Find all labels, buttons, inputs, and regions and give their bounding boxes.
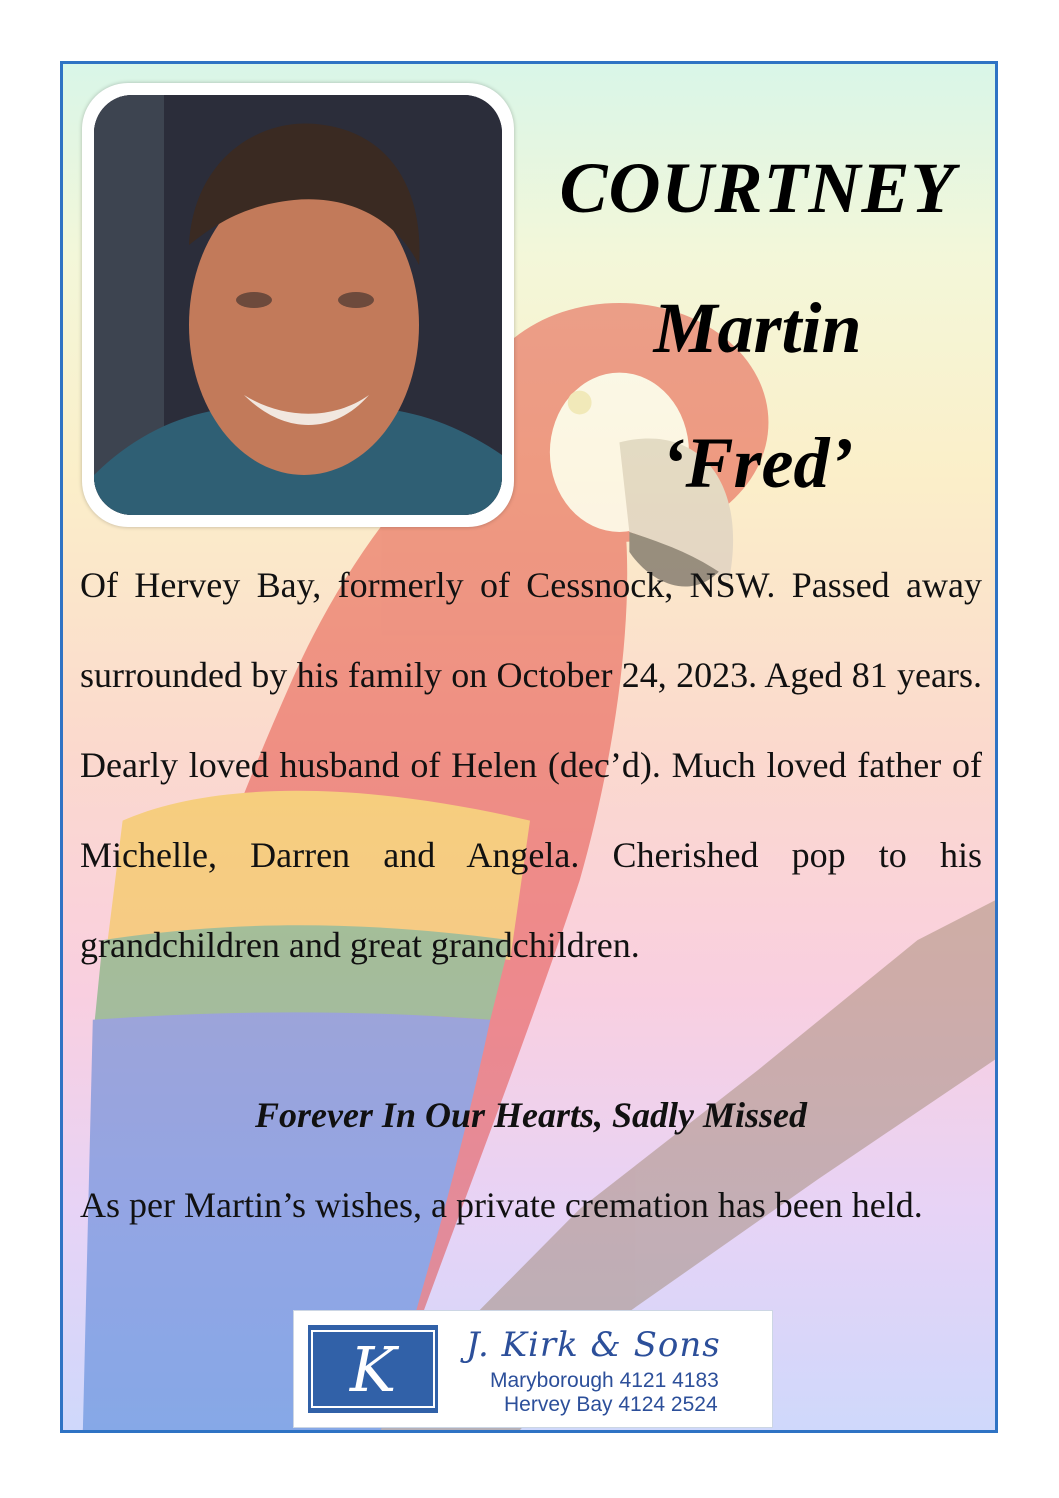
portrait-photo [82, 83, 514, 527]
monogram-logo-icon [308, 1325, 438, 1413]
given-name: Martin [653, 288, 862, 368]
nickname: ‘Fred’ [661, 423, 854, 503]
funeral-home-name: J. Kirk & Sons [466, 1325, 721, 1365]
wishes-text: As per Martin’s wishes, a private cremation has been held. [80, 1185, 923, 1225]
notice-frame [60, 61, 998, 1433]
notice-body: Of Hervey Bay, formerly of Cessnock, NSW. Passed away surrounded by his family on October 24, 2023. Aged 81 years. Dearly loved husband of Helen (dec’d). Much loved father of Michelle, Darren and Angela. Cherished pop to his grandchildren and great grandchildren. [80, 565, 982, 965]
tagline: Forever In Our Hearts, Sadly Missed [254, 1095, 808, 1135]
surname: COURTNEY [559, 148, 956, 228]
maryborough-phone: Maryborough 4121 4183 [490, 1369, 719, 1392]
monogram-letter: K [349, 1333, 397, 1406]
portrait-image [94, 95, 502, 515]
funeral-home-logo [293, 1310, 773, 1428]
hervey-bay-phone: Hervey Bay 4124 2524 [504, 1393, 718, 1416]
